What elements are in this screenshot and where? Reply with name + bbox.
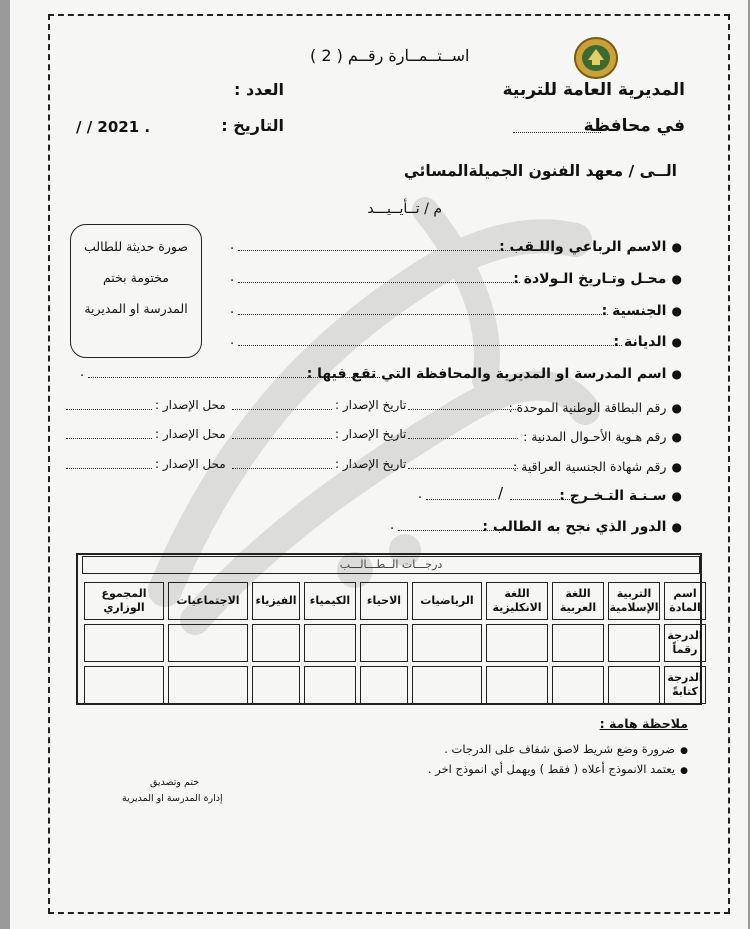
subject-physics: الفيزياء bbox=[252, 582, 300, 620]
bullet-icon: ● bbox=[680, 746, 688, 756]
subject-chemistry: الكيمياء bbox=[304, 582, 356, 620]
bullet-icon: ● bbox=[671, 272, 682, 286]
field-nationality: الجنسية : ● bbox=[601, 303, 682, 319]
field-birth-place-date: محـل وتـاريخ الـولادة : ● bbox=[513, 271, 682, 287]
grade-cell[interactable] bbox=[608, 666, 660, 704]
document-page: اســتــمــارة رقــم ( 2 ) المديرية العامة للتربية العدد : في محافظة التاريخ : / / 2021 . الــى / معهد الفنون الجميلةالمسائي م / تــأيــيـــد صورة حديثة للطالب مختومة بختم المدرسة او المديرية الاسم الرباعي واللـقب : ● . محـل وتـاريخ الـولادة : ● . الجنسية : ● . الديانة : ● . اسم المدرسة او المديرية والمحافظة التي تقع فيها : ● . رقم البطاقة الوطنية الموحدة : ● تاريخ الإصدار : محل الإصدار : رقم هـوية الأحـوال المدنية : ● تاريخ الإصدار : محل الإصدار : رقم شهادة الجنسية العراقية : ● تاريخ الإصدار : محل الإصدار : سـنـة التـخـرج : ● / . الدور الذي نجح به الطالب : ● . درجـــات الــطـــالـــب اسم المادة التربية الإسلامية اللغة العربية اللغة الانكليزية الرياضيات الاحياء الكيمياء الفيزياء الاجتماعيات المجموع الوزاري الدرجة رقماً الدرجة كتابةً ملاحظة هامة : ضرورة وضع شريط لاصق شفاف على الدرجات . ● يعتمد الانموذج أعلاه ( فقط ) ويهمل أي انموذج اخر . ● ختم وتصديق إدارة المدرسة او المديرية bbox=[10, 0, 748, 929]
civil-id-input[interactable] bbox=[408, 437, 518, 439]
doc-row-nationality-cert: رقم شهادة الجنسية العراقية : ● bbox=[512, 459, 682, 474]
religion-input[interactable] bbox=[238, 344, 622, 346]
civil-id-place-input[interactable] bbox=[66, 437, 152, 439]
grade-cell[interactable] bbox=[486, 624, 548, 662]
notes-title: ملاحظة هامة : bbox=[599, 716, 688, 731]
field-label: الاسم الرباعي واللـقب : bbox=[499, 239, 667, 255]
date-label: التاريخ : bbox=[221, 116, 284, 135]
grade-numeric-row bbox=[84, 624, 706, 662]
nationality-cert-place-input[interactable] bbox=[66, 467, 152, 469]
grade-cell[interactable] bbox=[168, 666, 248, 704]
bullet-icon: ● bbox=[671, 240, 682, 254]
doc-row-national-id: رقم البطاقة الوطنية الموحدة : ● bbox=[508, 400, 682, 415]
full-name-input[interactable] bbox=[238, 249, 520, 251]
note-item: ضرورة وضع شريط لاصق شفاف على الدرجات . ● bbox=[444, 742, 688, 756]
grade-cell[interactable] bbox=[608, 624, 660, 662]
photo-caption-2: مختومة بختم bbox=[102, 270, 169, 285]
national-id-date-input[interactable] bbox=[232, 408, 332, 410]
grade-cell[interactable] bbox=[360, 624, 408, 662]
field-religion: الديانة : ● bbox=[613, 334, 682, 350]
grade-cell[interactable] bbox=[486, 666, 548, 704]
graduation-year-from[interactable] bbox=[426, 498, 496, 500]
note-item: يعتمد الانموذج أعلاه ( فقط ) ويهمل أي انموذج اخر . ● bbox=[427, 762, 688, 776]
grade-cell[interactable] bbox=[84, 624, 164, 662]
governorate-blank[interactable] bbox=[513, 131, 601, 133]
school-directorate-input[interactable] bbox=[88, 376, 380, 378]
form-number: اســتــمــارة رقــم ( 2 ) bbox=[310, 46, 470, 65]
governorate-label: في محافظة bbox=[583, 116, 685, 136]
date-value: / / 2021 . bbox=[76, 118, 151, 136]
addressee: الــى / معهد الفنون الجميلةالمسائي bbox=[403, 162, 677, 180]
civil-id-date-input[interactable] bbox=[232, 437, 332, 439]
passing-round-input[interactable] bbox=[398, 529, 508, 531]
grade-cell[interactable] bbox=[412, 624, 482, 662]
stamp-label: ختم وتصديق bbox=[150, 777, 200, 788]
subject-biology: الاحياء bbox=[360, 582, 408, 620]
field-graduation-year: سـنـة التـخـرج : ● bbox=[559, 488, 682, 504]
subject-islamic: التربية الإسلامية bbox=[608, 582, 660, 620]
grade-cell[interactable] bbox=[412, 666, 482, 704]
photo-caption-3: المدرسة او المديرية bbox=[84, 301, 188, 316]
bullet-icon: ● bbox=[680, 766, 688, 776]
subject-header-cell: اسم المادة bbox=[664, 582, 706, 620]
subject-line: م / تــأيــيـــد bbox=[367, 201, 442, 217]
grade-cell[interactable] bbox=[252, 624, 300, 662]
ministry-emblem-icon bbox=[573, 36, 619, 80]
field-passing-round: الدور الذي نجح به الطالب : ● bbox=[482, 519, 682, 535]
grade-cell[interactable] bbox=[252, 666, 300, 704]
bullet-icon: ● bbox=[671, 304, 682, 318]
field-full-name bbox=[499, 236, 682, 255]
grade-cell[interactable] bbox=[84, 666, 164, 704]
grade-cell[interactable] bbox=[304, 666, 356, 704]
subjects-row bbox=[84, 582, 706, 620]
grade-written-row bbox=[84, 666, 706, 704]
nationality-cert-input[interactable] bbox=[408, 467, 518, 469]
nationality-input[interactable] bbox=[238, 313, 608, 315]
written-row-label: الدرجة كتابةً bbox=[664, 666, 706, 704]
grade-cell[interactable] bbox=[552, 666, 604, 704]
grade-cell[interactable] bbox=[360, 666, 408, 704]
subject-total: المجموع الوزاري bbox=[84, 582, 164, 620]
graduation-year-to[interactable] bbox=[510, 498, 576, 500]
grades-table bbox=[80, 578, 710, 708]
stamp-authority: إدارة المدرسة او المديرية bbox=[122, 793, 223, 804]
grade-cell[interactable] bbox=[552, 624, 604, 662]
subject-math: الرياضيات bbox=[412, 582, 482, 620]
grade-cell[interactable] bbox=[304, 624, 356, 662]
nationality-cert-date-input[interactable] bbox=[232, 467, 332, 469]
student-photo-box bbox=[70, 224, 202, 358]
subject-arabic: اللغة العربية bbox=[552, 582, 604, 620]
field-school-directorate: اسم المدرسة او المديرية والمحافظة التي تقع فيها : ● bbox=[306, 366, 682, 382]
bullet-icon: ● bbox=[671, 367, 682, 381]
grades-title: درجـــات الــطـــالـــب bbox=[82, 556, 700, 574]
birth-place-date-input[interactable] bbox=[238, 281, 520, 283]
bullet-icon: ● bbox=[671, 335, 682, 349]
directorate-title: المديرية العامة للتربية bbox=[502, 80, 685, 100]
photo-caption-1: صورة حديثة للطالب bbox=[84, 239, 188, 254]
subject-english: اللغة الانكليزية bbox=[486, 582, 548, 620]
national-id-input[interactable] bbox=[408, 408, 518, 410]
subject-social: الاجتماعيات bbox=[168, 582, 248, 620]
doc-row-civil-id: رقم هـوية الأحـوال المدنية : ● bbox=[523, 429, 682, 444]
number-label: العدد : bbox=[234, 80, 284, 99]
grade-cell[interactable] bbox=[168, 624, 248, 662]
numeric-row-label: الدرجة رقماً bbox=[664, 624, 706, 662]
national-id-place-input[interactable] bbox=[66, 408, 152, 410]
